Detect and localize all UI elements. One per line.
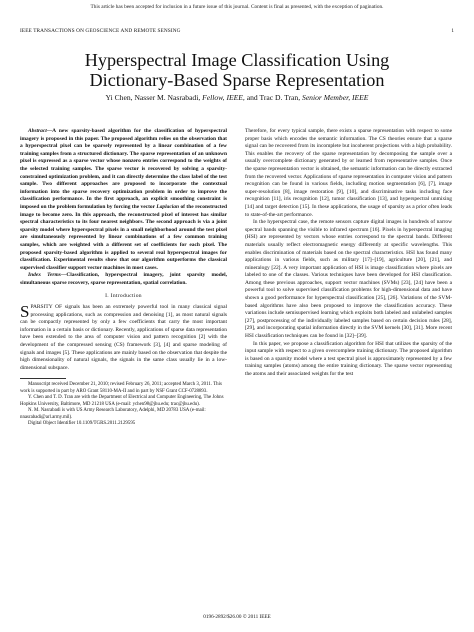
- abstract-text-2: of the reconstructed image to become zero. In this approach, the reconstructed pixel of interest has similar spectral characteristics to its four nearest neighbors. The second approach is via a joint sparsity model where hyperspectral pixels in a small neighborhood around the test pixel are simultaneously represented by linear combinations of a few common training samples, which are weighted with a different set of coefficients for each pixel. The proposed sparsity-based algorithm is applied to several real hyperspectral images for classification. Experimental results show that our algorithm outperforms the classical supervised classifier support vector machines in most cases.: [20, 203, 227, 271]
- left-column: [20, 128, 227, 428]
- page-number: 1: [451, 28, 454, 34]
- footnotes: [20, 382, 227, 428]
- author-names-1: Yi Chen, Nasser M. Nasrabadi,: [105, 93, 201, 102]
- index-terms: [20, 272, 227, 287]
- body-paragraph-1: Therefore, for every typical sample, there exists a sparse representation with respect to some proper basis which encodes the semantic information. The CS theories ensure that a sparse signal can be recovered from its incomplete but incoherent projections with a high probability. This enables the recovery of the sparse representation by decomposing the sample over a usually overcomplete dictionary generated by or learned from representative samples. Once the sparse representation vector is obtained, the semantic information can be directly extracted from the recovered vector. Applications of sparse representation in computer vision and pattern recognition can be found in various fields, including motion segmentation [6], [7], image super-resolution [8], image restoration [9], [10], and discriminative tasks including face recognition [11], iris recognition [12], tumor classification [13], and hyperspectral unmixing [14] and target detection [15]. In these applications, the usage of sparsity as a prior often leads to state-of-the-art performance.: [245, 128, 453, 218]
- journal-name: IEEE TRANSACTIONS ON GEOSCIENCE AND REMOTE SENSING: [20, 28, 181, 34]
- right-column: [245, 128, 452, 379]
- footnote-doi: Digital Object Identifier 10.1109/TGRS.2011.2129595: [28, 421, 136, 427]
- footnote-affiliation-1: Y. Chen and T. D. Tran are with the Department of Electrical and Computer Engineering, The Johns Hopkins University, Baltimore, MD 21218 USA (e-mail: ychen98@jhu.edu; trac@jhu.edu).: [20, 395, 224, 407]
- acceptance-notice: This article has been accepted for inclusion in a future issue of this journal. Content is final as presented, with the exception of pagination.: [90, 4, 384, 10]
- abstract-text-1: —A new sparsity-based algorithm for the classification of hyperspectral imagery is proposed in this paper. The proposed algorithm relies on the observation that a hyperspectral pixel can be sparsely represented by a linear combination of a few training samples from a structured dictionary. The sparse representation of an unknown pixel is expressed as a sparse vector whose nonzero entries correspond to the weights of the selected training samples. The sparse vector is recovered by solving a sparsity-constrained optimization problem, and it can directly determine the class label of the test sample. Two different approaches are proposed to incorporate the contextual information into the sparse recovery optimization problem in order to improve the classification performance. In the first approach, an explicit smoothing constraint is imposed on the problem formulation by forcing the vector: [20, 128, 227, 210]
- title-line-1: Hyperspectral Image Classification Using: [84, 50, 390, 70]
- footnote-divider: [20, 378, 66, 379]
- paper-title: [20, 51, 454, 90]
- copyright-line: 0196-2892/$26.00 © 2011 IEEE: [203, 614, 271, 620]
- author-list: [20, 93, 454, 102]
- drop-cap: S: [20, 302, 30, 322]
- body-paragraph-3: In this paper, we propose a classification algorithm for HSI that utilizes the sparsity of the input sample with respect to a given overcomplete training dictionary. The proposed algorithm is based on a sparsity model where a test spectral pixel is approximately represented by a few training samples (atoms) among the entire training dictionary. The sparse vector representing the atoms and their associated weights for the test: [245, 340, 452, 377]
- abstract: [20, 128, 227, 272]
- body-paragraph-2: In the hyperspectral case, the remote sensors capture digital images in hundreds of narrow spectral bands spanning the visible to infrared spectrum [16]. Pixels in hyperspectral imaging (HSI) are represented by vectors whose entries correspond to the spectral bands. Different materials usually reflect electromagnetic energy differently at specific wavelengths. This enables discrimination of materials based on the spectral characteristics. HSI has found many applications in various fields, such as military [17]–[19], agriculture [20], [21], and mineralogy [22]. A very important application of HSI is image classification where pixels are labeled to one of the classes. Various techniques have been developed for HSI classification. Among these previous approaches, support vector machines (SVMs) [23], [24] have been a powerful tool to solve supervised classification problems for high-dimensional data and have shown a good performance for hyperspectral classification [25], [26]. Variations of the SVM-based algorithms have also been proposed to improve the classification accuracy. These variations include semisupervised learning which exploits both labeled and unlabeled samples [27], postprocessing of the individually labeled samples based on certain decision rules [28], [29], and incorporating spatial information directly in the SVM kernels [30], [31]. More recent HSI classification techniques can be found in [32]–[39].: [245, 219, 452, 340]
- author-role-2: Senior Member, IEEE: [302, 93, 369, 102]
- title-line-2: Dictionary-Based Sparse Representation: [89, 69, 385, 90]
- author-names-2: and Trac D. Tran,: [246, 93, 301, 102]
- abstract-emphasis: Laplacian: [156, 203, 180, 210]
- section-heading-introduction: I. Introduction: [105, 293, 142, 300]
- index-terms-text: —Classification, hyperspectral imagery, joint sparsity model, simultaneous sparse recovery, sparse representation, spatial correlation.: [20, 272, 228, 286]
- footnote-manuscript: Manuscript received December 21, 2010; revised February 26, 2011; accepted March 3, 2011. This work is supported in part by ARO Grant 58110-MA-II and in part by NSF Grant CCF-0728893.: [20, 382, 222, 394]
- footnote-affiliation-2: N. M. Nasrabadi is with US Army Research Laboratory, Adelphi, MD 20783 USA (e-mail: nnasrabadi@arl.army.mil).: [20, 408, 206, 420]
- intro-paragraph-1-text: PARSITY OF signals has been an extremely powerful tool in many classical signal processing applications, such as compression and denoising [1], as most natural signals can be compactly represented by only a few coefficients that carry the most important information in a certain basis or dictionary. Recently, applications of sparse data representation have been extended to the area of computer vision and pattern recognition [2] with the development of the compressed sensing (CS) framework [3], [4] and sparse modeling of signals and images [5]. These applications are mainly based on the observation that despite the high dimensionality of natural signals, the signals in the same class usually lie in a low-dimensional subspace.: [20, 304, 227, 371]
- index-terms-lead: Index Terms: [28, 272, 61, 279]
- intro-paragraph-1: [20, 304, 227, 372]
- abstract-lead: Abstract: [28, 128, 47, 134]
- author-role-1: Fellow, IEEE,: [202, 93, 245, 102]
